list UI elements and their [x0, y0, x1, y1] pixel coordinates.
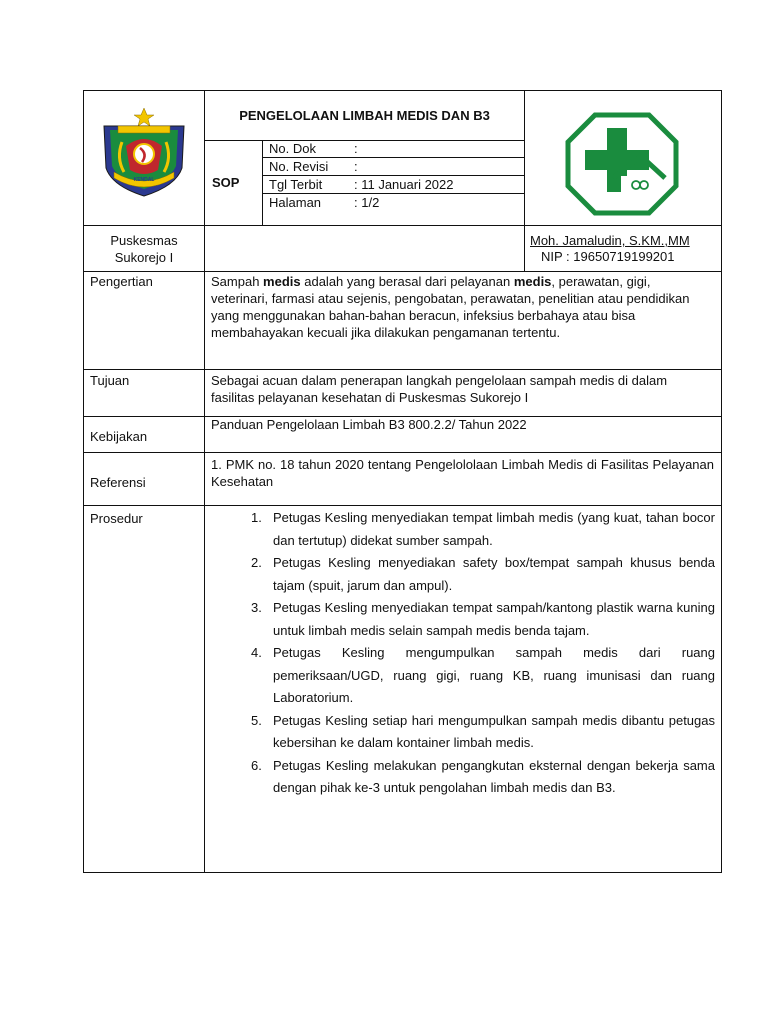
sop-label: SOP — [212, 175, 240, 190]
meta-value-tgl-terbit: : 11 Januari 2022 — [354, 177, 454, 192]
step-text: Petugas Kesling mengumpulkan sampah medis dari ruang pemeriksaan/UGD, ruang gigi, ruang KB, ruang imunisasi dan ruang Laboratorium. — [273, 645, 715, 705]
label-referensi: Referensi — [90, 475, 146, 490]
referensi-text: 1. PMK no. 18 tahun 2020 tentang Pengelololaan Limbah Medis di Fasilitas Pelayanan Kesehatan — [211, 457, 714, 489]
pengertian-term-2: medis — [513, 274, 552, 289]
prosedur-step — [251, 642, 715, 710]
label-tujuan: Tujuan — [90, 373, 130, 388]
divider-right-column — [524, 90, 525, 272]
step-number: 1. — [251, 510, 262, 525]
divider-title — [204, 140, 525, 141]
institution-name: Puskesmas — [110, 233, 178, 248]
signatory-name: Moh. Jamaludin, S.KM.,MM — [530, 233, 690, 248]
border-right — [721, 90, 722, 873]
tujuan-text: Sebagai acuan dalam penerapan langkah pengelolaan sampah medis di dalam fasilitas pelayanan kesehatan di Puskesmas Sukorejo I — [211, 373, 668, 405]
prosedur-step — [251, 597, 715, 642]
logo-lettering: KENDAL — [133, 177, 155, 183]
step-number: 2. — [251, 555, 262, 570]
divider-kebijakan — [83, 452, 722, 453]
prosedur-step — [251, 507, 715, 552]
border-bottom — [83, 872, 722, 873]
meta-label-no-revisi: No. Revisi — [269, 159, 329, 174]
step-text: Petugas Kesling menyediakan tempat limbah medis (yang kuat, tahan bocor dan tertutup) didekat sumber sampah. — [273, 510, 715, 548]
prosedur-step — [251, 755, 715, 800]
pengertian-term-1: medis — [263, 274, 301, 289]
divider-institution — [83, 271, 722, 272]
pengertian-part-2: adalah yang berasal dari pelayanan — [300, 274, 514, 289]
divider-referensi — [83, 505, 722, 506]
prosedur-step — [251, 552, 715, 597]
border-top — [83, 90, 722, 91]
divider-label-column — [204, 90, 205, 873]
kendal-regency-logo — [96, 106, 192, 200]
step-number: 3. — [251, 600, 262, 615]
pengertian-part-3: , perawatan, gigi, veterinari, farmasi atau sejenis, pengobatan, perawatan, penelitian atau pendidikan yang menggunakan bahan-bahan beracun, infeksius berbahaya atau bisa membahayakan kecuali jika dilakukan pengamanan tertentu. — [211, 274, 690, 340]
pengertian-part-1: Sampah — [211, 274, 264, 289]
document-title: PENGELOLAAN LIMBAH MEDIS DAN B3 — [239, 108, 490, 123]
divider-sop-meta — [262, 140, 263, 225]
kebijakan-text: Panduan Pengelolaan Limbah B3 800.2.2/ Tahun 2022 — [211, 417, 527, 432]
label-prosedur: Prosedur — [90, 511, 143, 526]
border-left — [83, 90, 84, 873]
label-kebijakan: Kebijakan — [90, 429, 148, 444]
meta-label-halaman: Halaman — [269, 195, 322, 210]
pengertian-text — [211, 273, 701, 341]
divider-header — [83, 225, 722, 226]
prosedur-step — [251, 710, 715, 755]
signatory-nip: NIP : 19650719199201 — [541, 249, 675, 264]
step-text: Petugas Kesling menyediakan safety box/tempat sampah khusus benda tajam (spuit, jarum dan ampul). — [273, 555, 715, 593]
step-text: Petugas Kesling setiap hari mengumpulkan sampah medis dibantu petugas kebersihan ke dalam kontainer limbah medis. — [273, 712, 715, 750]
meta-value-no-revisi: : — [354, 159, 358, 174]
meta-value-no-dok: : — [354, 141, 358, 156]
divider-pengertian — [83, 369, 722, 370]
meta-label-no-dok: No. Dok — [269, 141, 316, 156]
prosedur-steps — [251, 507, 715, 800]
step-text: Petugas Kesling melakukan pengangkutan eksternal dengan bekerja sama dengan pihak ke-3 untuk pengolahan limbah medis dan B3. — [273, 757, 715, 795]
step-text: Petugas Kesling menyediakan tempat sampah/kantong plastik warna kuning untuk limbah medis selain sampah medis benda tajam. — [273, 600, 715, 638]
step-number: 5. — [251, 712, 262, 728]
step-number: 4. — [251, 645, 262, 660]
step-number: 6. — [251, 757, 262, 773]
label-pengertian: Pengertian — [90, 274, 153, 289]
meta-label-tgl-terbit: Tgl Terbit — [269, 177, 323, 192]
meta-value-halaman: : 1/2 — [354, 195, 380, 210]
institution-unit: Sukorejo I — [114, 250, 174, 265]
puskesmas-logo — [565, 112, 679, 216]
